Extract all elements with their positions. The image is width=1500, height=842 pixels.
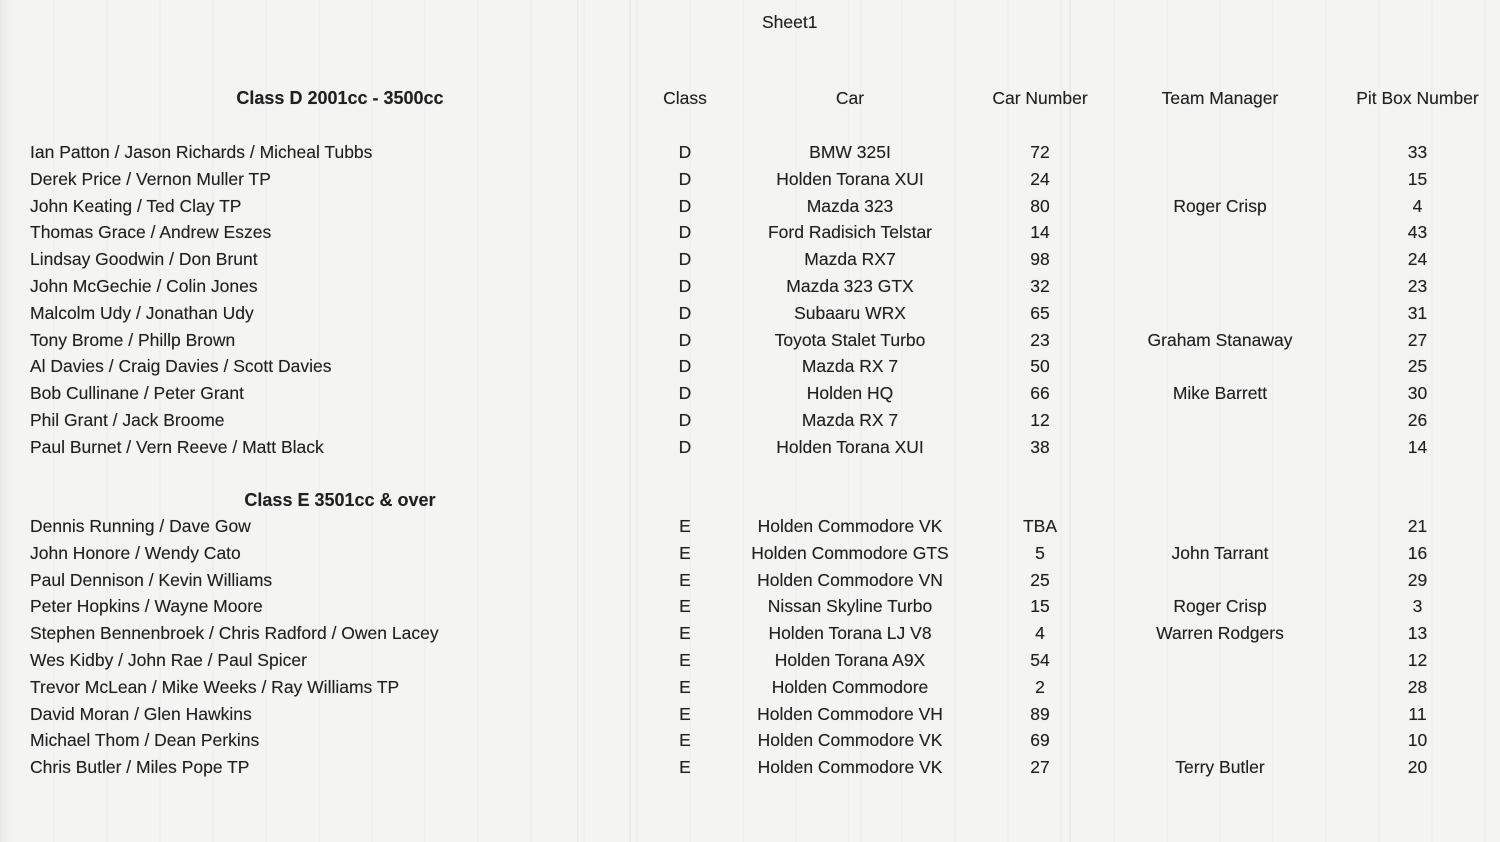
car-cell: Mazda 323 GTX (786, 275, 914, 296)
team-manager-cell (1105, 353, 1335, 380)
car-cell: Holden Commodore VH (757, 703, 943, 724)
pit-box-number-cell: 4 (1412, 195, 1423, 216)
team-names-cell: Thomas Grace / Andrew Eszes (30, 222, 272, 243)
class-cell: D (678, 436, 692, 457)
team-manager-cell: Roger Crisp (1173, 596, 1267, 617)
column-header-team-manager: Team Manager (1161, 88, 1279, 108)
team-names-cell: Paul Dennison / Kevin Williams (30, 569, 273, 590)
team-names-cell: John Keating / Ted Clay TP (30, 195, 242, 216)
class-cell: E (679, 703, 691, 724)
team-manager-cell (1105, 701, 1335, 728)
class-cell: D (678, 168, 692, 189)
pit-box-number-cell: 23 (1407, 275, 1428, 296)
car-number-cell: 24 (1030, 168, 1050, 189)
car-number-cell: 14 (1030, 222, 1050, 243)
team-names-cell: Trevor McLean / Mike Weeks / Ray Williams TP (30, 676, 400, 697)
car-cell: BMW 325I (809, 142, 891, 162)
table-row (0, 327, 1500, 354)
column-header-car: Car (835, 88, 865, 108)
team-manager-cell (1105, 219, 1335, 246)
table-row (0, 674, 1500, 701)
car-cell: Subaaru WRX (794, 302, 906, 323)
class-cell: D (678, 302, 692, 323)
class-cell: E (679, 516, 691, 536)
team-names-cell: Phil Grant / Jack Broome (30, 409, 225, 430)
table-row (0, 701, 1500, 728)
team-names-cell: John Honore / Wendy Cato (30, 542, 241, 563)
pit-box-number-cell: 26 (1407, 409, 1428, 430)
section-heading-row-class-e (0, 487, 1500, 514)
pit-box-number-cell: 24 (1407, 249, 1428, 270)
class-cell: D (678, 142, 692, 162)
class-cell: E (679, 676, 691, 697)
car-cell: Holden Commodore GTS (751, 542, 949, 563)
car-number-cell: 32 (1030, 275, 1050, 296)
team-manager-cell: Terry Butler (1175, 757, 1265, 778)
class-cell: E (679, 649, 691, 670)
table-row (0, 647, 1500, 674)
class-cell: E (679, 569, 691, 590)
team-manager-cell (1105, 513, 1335, 540)
pit-box-number-cell: 30 (1407, 383, 1428, 404)
car-cell: Holden Commodore VK (757, 757, 943, 778)
class-cell: D (678, 222, 692, 243)
table-row (0, 434, 1500, 461)
car-number-cell: 38 (1030, 436, 1050, 457)
team-names-cell: David Moran / Glen Hawkins (30, 703, 252, 724)
team-manager-cell (1105, 567, 1335, 594)
team-manager-cell (1105, 273, 1335, 300)
car-number-cell: 72 (1030, 142, 1050, 162)
pit-box-number-cell: 13 (1407, 623, 1428, 644)
team-manager-cell (1105, 434, 1335, 461)
team-names-cell: Derek Price / Vernon Muller TP (30, 168, 271, 189)
team-names-cell: Michael Thom / Dean Perkins (30, 730, 260, 751)
car-cell: Holden HQ (806, 383, 894, 404)
pit-box-number-cell: 11 (1408, 703, 1427, 724)
table-row (0, 727, 1500, 754)
table-row (0, 273, 1500, 300)
team-manager-cell: Mike Barrett (1172, 383, 1268, 404)
table-row (0, 193, 1500, 220)
team-manager-cell: Graham Stanaway (1147, 329, 1293, 350)
table-row (0, 513, 1500, 540)
class-cell: D (678, 249, 692, 270)
column-header-class: Class (663, 88, 707, 108)
class-cell: D (678, 383, 692, 404)
pit-box-number-cell: 10 (1407, 730, 1428, 751)
pit-box-number-cell: 16 (1407, 542, 1428, 563)
team-names-cell: Tony Brome / Phillp Brown (30, 329, 236, 350)
class-e-rows (0, 513, 1500, 781)
team-names-cell: Wes Kidby / John Rae / Paul Spicer (30, 649, 307, 670)
pit-box-number-cell: 15 (1407, 168, 1428, 189)
car-number-cell: 23 (1030, 329, 1050, 350)
car-cell: Holden Torana A9X (774, 649, 926, 670)
car-cell: Holden Torana XUI (776, 168, 924, 189)
class-cell: E (679, 730, 691, 751)
team-manager-cell: Warren Rodgers (1156, 623, 1284, 644)
car-number-cell: 50 (1030, 356, 1050, 377)
team-names-cell: Chris Butler / Miles Pope TP (30, 757, 250, 778)
section-heading-class-e: Class E 3501cc & over (244, 490, 436, 510)
table-header-row (0, 85, 1500, 112)
pit-box-number-cell: 25 (1407, 356, 1428, 377)
team-manager-cell: Roger Crisp (1173, 195, 1267, 216)
pit-box-number-cell: 21 (1407, 516, 1428, 536)
car-cell: Holden Commodore VK (757, 730, 943, 751)
car-cell: Nissan Skyline Turbo (767, 596, 933, 617)
pit-box-number-cell: 31 (1407, 302, 1428, 323)
table-row (0, 754, 1500, 781)
car-cell: Mazda RX 7 (801, 409, 899, 430)
car-cell: Holden Commodore (771, 676, 929, 697)
table-row (0, 353, 1500, 380)
pit-box-number-cell: 29 (1407, 569, 1428, 590)
class-cell: D (678, 195, 692, 216)
car-number-cell: 69 (1030, 730, 1050, 751)
pit-box-number-cell: 28 (1407, 676, 1428, 697)
car-number-cell: 54 (1030, 649, 1050, 670)
pit-box-number-cell: 20 (1407, 757, 1428, 778)
team-manager-cell (1105, 300, 1335, 327)
car-number-cell: 27 (1030, 757, 1050, 778)
team-names-cell: Stephen Bennenbroek / Chris Radford / Owen Lacey (30, 623, 439, 644)
team-manager-cell: John Tarrant (1171, 542, 1269, 563)
pit-box-number-cell: 3 (1412, 596, 1423, 617)
team-names-cell: John McGechie / Colin Jones (30, 275, 258, 296)
car-number-cell: 12 (1030, 409, 1050, 430)
car-cell: Holden Torana LJ V8 (768, 623, 932, 644)
team-names-cell: Paul Burnet / Vern Reeve / Matt Black (30, 436, 324, 457)
car-number-cell: 65 (1030, 302, 1050, 323)
team-names-cell: Peter Hopkins / Wayne Moore (30, 596, 263, 617)
car-cell: Holden Commodore VN (757, 569, 943, 590)
table-row (0, 246, 1500, 273)
car-cell: Mazda RX 7 (801, 356, 899, 377)
car-cell: Holden Commodore VK (757, 516, 943, 536)
car-number-cell: TBA (1022, 516, 1058, 536)
car-number-cell: 98 (1030, 249, 1050, 270)
class-cell: D (678, 409, 692, 430)
car-number-cell: 15 (1030, 596, 1050, 617)
car-number-cell: 66 (1030, 383, 1050, 404)
table-row (0, 139, 1500, 166)
pit-box-number-cell: 14 (1407, 436, 1428, 457)
pit-box-number-cell: 43 (1407, 222, 1428, 243)
car-cell: Holden Torana XUI (776, 436, 924, 457)
team-manager-cell (1105, 246, 1335, 273)
team-names-cell: Dennis Running / Dave Gow (30, 516, 251, 536)
class-cell: E (679, 757, 691, 778)
class-d-rows (0, 139, 1500, 461)
table-row (0, 166, 1500, 193)
team-names-cell: Ian Patton / Jason Richards / Micheal Tubbs (30, 142, 373, 162)
car-cell: Toyota Stalet Turbo (774, 329, 926, 350)
table-row (0, 219, 1500, 246)
car-number-cell: 5 (1035, 542, 1045, 563)
table-row (0, 540, 1500, 567)
team-manager-cell (1105, 139, 1335, 166)
column-header-car-number: Car Number (992, 88, 1088, 108)
pit-box-number-cell: 33 (1407, 142, 1428, 162)
team-manager-cell (1105, 647, 1335, 674)
pit-box-number-cell: 12 (1407, 649, 1428, 670)
car-number-cell: 4 (1035, 623, 1045, 644)
table-row (0, 380, 1500, 407)
class-cell: E (679, 596, 691, 617)
class-cell: E (679, 542, 691, 563)
table-row (0, 300, 1500, 327)
class-cell: D (678, 356, 692, 377)
car-number-cell: 25 (1030, 569, 1050, 590)
car-number-cell: 80 (1030, 195, 1050, 216)
class-cell: D (678, 329, 692, 350)
team-manager-cell (1105, 727, 1335, 754)
team-manager-cell (1105, 407, 1335, 434)
car-cell: Mazda RX7 (804, 249, 896, 270)
car-cell: Mazda 323 (806, 195, 894, 216)
table-row (0, 407, 1500, 434)
team-manager-cell (1105, 166, 1335, 193)
section-heading-class-d: Class D 2001cc - 3500cc (236, 88, 444, 108)
sheet-title: Sheet1 (762, 12, 818, 32)
class-cell: E (679, 623, 691, 644)
table-row (0, 567, 1500, 594)
pit-box-number-cell: 27 (1407, 329, 1428, 350)
team-names-cell: Al Davies / Craig Davies / Scott Davies (30, 356, 332, 377)
car-cell: Ford Radisich Telstar (767, 222, 933, 243)
team-names-cell: Bob Cullinane / Peter Grant (30, 383, 245, 404)
table-row (0, 593, 1500, 620)
class-cell: D (678, 275, 692, 296)
car-number-cell: 2 (1035, 676, 1045, 697)
team-names-cell: Lindsay Goodwin / Don Brunt (30, 249, 258, 270)
team-names-cell: Malcolm Udy / Jonathan Udy (30, 302, 254, 323)
column-header-pit-box-number: Pit Box Number (1356, 88, 1479, 108)
car-number-cell: 89 (1030, 703, 1050, 724)
table-row (0, 620, 1500, 647)
team-manager-cell (1105, 674, 1335, 701)
